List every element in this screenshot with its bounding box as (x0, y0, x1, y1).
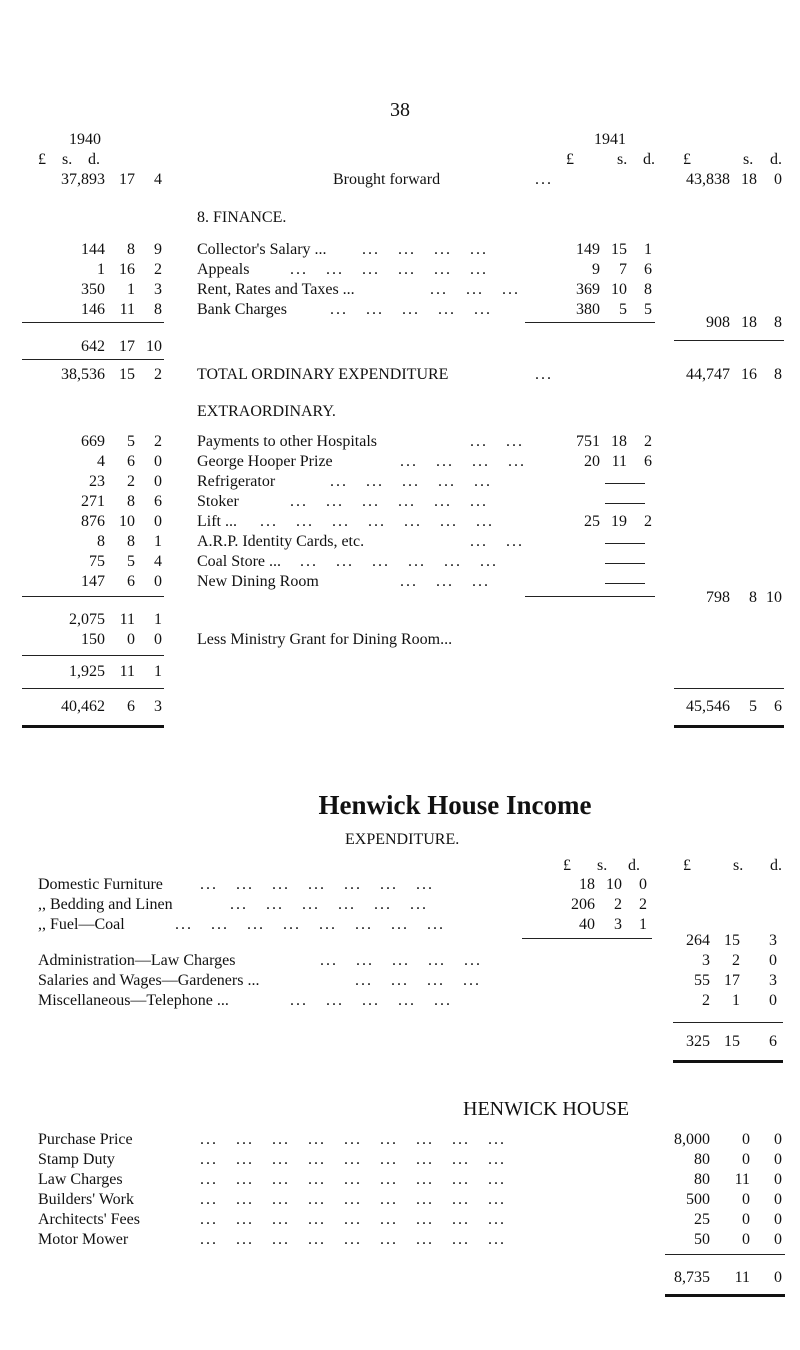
extra-subtotal-1941-pounds: 798 (706, 589, 730, 606)
dots: ... ... ... ... ... (330, 301, 492, 318)
currency-pence-1941b: d. (770, 151, 782, 168)
y1-shillings: 8 (127, 533, 135, 550)
hi-pound-b: £ (683, 857, 691, 874)
dots: ... ... ... ... (355, 972, 481, 989)
double-rule (22, 725, 164, 728)
pence: 0 (774, 1151, 782, 1168)
row-label: Architects' Fees (38, 1211, 140, 1228)
row-label: Lift ... (197, 513, 237, 530)
dots: ... ... ... ... ... ... ... ... ... (200, 1191, 506, 1208)
dots: ... ... ... (430, 281, 520, 298)
dots: ... ... ... ... ... ... ... ... ... (200, 1131, 506, 1148)
y1-pounds: 271 (81, 493, 105, 510)
bf-dots: ... (535, 171, 553, 188)
dots: ... ... ... (400, 573, 490, 590)
y1-pence: 3 (154, 281, 162, 298)
currency-pence-1940: d. (88, 151, 100, 168)
y2-pounds: 20 (584, 453, 600, 470)
pence: 0 (769, 952, 777, 969)
currency-pound-1941b: £ (683, 151, 691, 168)
row-label: Law Charges (38, 1171, 123, 1188)
blank-dash (605, 543, 645, 544)
y1-pounds: 669 (81, 433, 105, 450)
y2-pence: 6 (644, 453, 652, 470)
dots: ... ... ... ... ... ... ... (200, 876, 434, 893)
finance-subtotal-1941-pence: 8 (774, 314, 782, 331)
dots: ... ... ... ... ... ... ... ... (175, 916, 445, 933)
extra-subtotal-1940-pounds: 2,075 (69, 611, 105, 628)
income-total-shillings: 15 (724, 1033, 740, 1050)
grand-total-1940-pence: 3 (154, 698, 162, 715)
rule (673, 1022, 783, 1023)
total-ordinary-label: TOTAL ORDINARY EXPENDITURE (197, 366, 449, 383)
y1-pounds: 876 (81, 513, 105, 530)
y1-pence: 2 (154, 366, 162, 383)
row-label: Salaries and Wages—Gardeners ... (38, 972, 260, 989)
y1-pence: 1 (154, 533, 162, 550)
y1-pounds: 75 (89, 553, 105, 570)
bf-1941-pence: 0 (774, 171, 782, 188)
grand-total-1941-pounds: 45,546 (686, 698, 730, 715)
dots: ... ... (470, 433, 524, 450)
y2-pence: 2 (644, 433, 652, 450)
shillings: 0 (742, 1191, 750, 1208)
section-finance: 8. FINANCE. (197, 209, 287, 226)
dots: ... ... ... ... ... ... ... ... ... (200, 1231, 506, 1248)
row-label: Bank Charges (197, 301, 287, 318)
dots: ... ... ... ... ... ... (230, 896, 428, 913)
extra-subtotal-1940-pence: 1 (154, 611, 162, 628)
y2-pounds: 380 (576, 301, 600, 318)
row-label: Purchase Price (38, 1131, 133, 1148)
y1-shillings: 2 (127, 473, 135, 490)
shillings: 17 (724, 972, 740, 989)
net-extra-shillings: 11 (119, 663, 135, 680)
bf-1941-shillings: 18 (741, 171, 757, 188)
pounds: 2 (702, 992, 710, 1009)
y2-shillings: 18 (611, 433, 627, 450)
grand-total-1940-pounds: 40,462 (61, 698, 105, 715)
year-1940-header: 1940 (69, 131, 101, 148)
pence: 3 (769, 972, 777, 989)
grand-total-1941-pence: 6 (774, 698, 782, 715)
bf-1940-pence: 4 (154, 171, 162, 188)
dots: ... ... ... ... ... ... ... ... ... (200, 1211, 506, 1228)
pounds: 3 (702, 952, 710, 969)
y2-pence: 1 (644, 241, 652, 258)
extra-subtotal-1940-shillings: 11 (119, 611, 135, 628)
row-label: Stoker (197, 493, 239, 510)
row-label: Payments to other Hospitals (197, 433, 377, 450)
house-total-shillings: 11 (734, 1269, 750, 1286)
hi-pound-a: £ (563, 857, 571, 874)
shillings: 10 (606, 876, 622, 893)
rule (674, 688, 784, 689)
rule (674, 340, 784, 341)
currency-shilling-1940: s. (62, 151, 73, 168)
blank-dash (605, 503, 645, 504)
row-label: George Hooper Prize (197, 453, 333, 470)
y1-pounds: 147 (81, 573, 105, 590)
currency-shilling-1941a: s. (617, 151, 628, 168)
y2-shillings: 19 (611, 513, 627, 530)
pence: 1 (639, 916, 647, 933)
pence: 2 (639, 896, 647, 913)
y1-pounds: 38,536 (61, 366, 105, 383)
y1-shillings: 6 (127, 453, 135, 470)
dots: ... ... ... ... ... ... ... ... ... (200, 1151, 506, 1168)
row-label: A.R.P. Identity Cards, etc. (197, 533, 365, 550)
y2-shillings: 15 (611, 241, 627, 258)
row-label: Miscellaneous—Telephone ... (38, 992, 229, 1009)
y2-pence: 6 (644, 261, 652, 278)
finance-subtotal-1940-pounds: 642 (81, 338, 105, 355)
blank-dash (605, 483, 645, 484)
y1-pence: 9 (154, 241, 162, 258)
y1-pounds: 4 (97, 453, 105, 470)
shillings: 11 (734, 1171, 750, 1188)
dots: ... ... ... ... (362, 241, 488, 258)
pence: 0 (769, 992, 777, 1009)
row-label: Collector's Salary ... (197, 241, 327, 258)
y1-shillings: 5 (127, 553, 135, 570)
dots: ... ... ... ... ... ... ... ... ... (200, 1171, 506, 1188)
row-label: Stamp Duty (38, 1151, 115, 1168)
henwick-income-title: Henwick House Income (318, 790, 592, 820)
income-total-pence: 6 (769, 1033, 777, 1050)
currency-shilling-1941b: s. (743, 151, 754, 168)
y1-pence: 2 (154, 433, 162, 450)
pence: 0 (774, 1191, 782, 1208)
pounds: 55 (694, 972, 710, 989)
double-rule (673, 1060, 783, 1063)
y1-shillings: 15 (119, 366, 135, 383)
y1-pounds: 8 (97, 533, 105, 550)
finance-subtotal-1940-shillings: 17 (119, 338, 135, 355)
expenditure-subtitle: EXPENDITURE. (345, 831, 460, 848)
less-grant-label: Less Ministry Grant for Dining Room... (197, 631, 453, 648)
y1-pence: 6 (154, 493, 162, 510)
y2-pounds: 369 (576, 281, 600, 298)
currency-pound-1940: £ (38, 151, 46, 168)
double-rule (665, 1294, 785, 1297)
dots: ... (535, 366, 553, 383)
y1-shillings: 5 (127, 433, 135, 450)
y1-shillings: 8 (127, 493, 135, 510)
year-1941-header: 1941 (594, 131, 626, 148)
rule (522, 938, 652, 939)
y2-pounds: 44,747 (686, 366, 730, 383)
finance-subtotal-1940-pence: 10 (146, 338, 162, 355)
currency-pound-1941a: £ (566, 151, 574, 168)
rule (22, 322, 164, 323)
domestic-total-pounds: 264 (686, 932, 710, 949)
pence: 0 (774, 1131, 782, 1148)
pounds: 8,000 (674, 1131, 710, 1148)
dots: ... ... ... ... ... ... (290, 261, 488, 278)
dots: ... ... ... ... ... ... (290, 493, 488, 510)
extra-subtotal-1941-pence: 10 (766, 589, 782, 606)
blank-dash (605, 583, 645, 584)
y2-pence: 2 (644, 513, 652, 530)
pounds: 500 (686, 1191, 710, 1208)
dots: ... ... (470, 533, 524, 550)
pounds: 206 (571, 896, 595, 913)
y1-pence: 2 (154, 261, 162, 278)
income-total-pounds: 325 (686, 1033, 710, 1050)
y1-pence: 4 (154, 553, 162, 570)
page-number: 38 (390, 99, 410, 121)
grand-total-1940-shillings: 6 (127, 698, 135, 715)
currency-pence-1941a: d. (643, 151, 655, 168)
y2-pence: 8 (774, 366, 782, 383)
y1-pence: 8 (154, 301, 162, 318)
blank-dash (605, 563, 645, 564)
double-rule (674, 725, 784, 728)
y2-shillings: 16 (741, 366, 757, 383)
house-total-pence: 0 (774, 1269, 782, 1286)
dots: ... ... ... ... ... ... (300, 553, 498, 570)
rule (22, 688, 164, 689)
rule (525, 596, 655, 597)
y1-shillings: 10 (119, 513, 135, 530)
pence: 0 (774, 1211, 782, 1228)
row-label: Coal Store ... (197, 553, 281, 570)
row-label: Administration—Law Charges (38, 952, 236, 969)
henwick-house-title: HENWICK HOUSE (463, 1098, 630, 1120)
shillings: 2 (732, 952, 740, 969)
y1-pounds: 1 (97, 261, 105, 278)
domestic-total-pence: 3 (769, 932, 777, 949)
dots: ... ... ... ... ... (290, 992, 452, 1009)
bf-1941-pounds: 43,838 (686, 171, 730, 188)
rule (22, 596, 164, 597)
row-label: Appeals (197, 261, 250, 278)
finance-subtotal-1941-pounds: 908 (706, 314, 730, 331)
row-label: Rent, Rates and Taxes ... (197, 281, 355, 298)
pounds: 80 (694, 1171, 710, 1188)
y1-pounds: 23 (89, 473, 105, 490)
y1-pence: 0 (154, 573, 162, 590)
y2-pounds: 149 (576, 241, 600, 258)
pounds: 50 (694, 1231, 710, 1248)
dots: ... ... ... ... ... ... ... (260, 513, 494, 530)
pence: 0 (774, 1231, 782, 1248)
rule (665, 1254, 785, 1255)
y2-pence: 5 (644, 301, 652, 318)
dots: ... ... ... ... ... (320, 952, 482, 969)
y1-shillings: 16 (119, 261, 135, 278)
y1-shillings: 6 (127, 573, 135, 590)
dots: ... ... ... ... ... (330, 473, 492, 490)
hi-shilling-b: s. (733, 857, 744, 874)
pounds: 25 (694, 1211, 710, 1228)
rule (22, 359, 164, 360)
hi-shilling-a: s. (597, 857, 608, 874)
hi-pence-b: d. (770, 857, 782, 874)
y1-shillings: 1 (127, 281, 135, 298)
y2-shillings: 5 (619, 301, 627, 318)
shillings: 3 (614, 916, 622, 933)
shillings: 0 (742, 1211, 750, 1228)
y1-pence: 0 (154, 473, 162, 490)
y2-pounds: 751 (576, 433, 600, 450)
net-extra-pence: 1 (154, 663, 162, 680)
y1-pounds: 350 (81, 281, 105, 298)
row-label: Motor Mower (38, 1231, 129, 1248)
y1-pence: 0 (154, 453, 162, 470)
y1-shillings: 11 (119, 301, 135, 318)
grant-shillings: 0 (127, 631, 135, 648)
pounds: 80 (694, 1151, 710, 1168)
extra-subtotal-1941-shillings: 8 (749, 589, 757, 606)
rule (525, 322, 655, 323)
y2-pounds: 9 (592, 261, 600, 278)
y1-pounds: 144 (81, 241, 105, 258)
net-extra-pounds: 1,925 (69, 663, 105, 680)
y2-pounds: 25 (584, 513, 600, 530)
finance-subtotal-1941-shillings: 18 (741, 314, 757, 331)
rule (22, 655, 164, 656)
row-label: ,, Fuel—Coal (38, 916, 125, 933)
bf-label: Brought forward (333, 171, 441, 188)
y1-pounds: 146 (81, 301, 105, 318)
y2-shillings: 7 (619, 261, 627, 278)
grant-pounds: 150 (81, 631, 105, 648)
row-label: New Dining Room (197, 573, 319, 590)
dots: ... ... ... ... (400, 453, 526, 470)
house-total-pounds: 8,735 (674, 1269, 710, 1286)
shillings: 0 (742, 1151, 750, 1168)
shillings: 1 (732, 992, 740, 1009)
row-label: ,, Bedding and Linen (38, 896, 173, 913)
shillings: 2 (614, 896, 622, 913)
pence: 0 (639, 876, 647, 893)
shillings: 0 (742, 1131, 750, 1148)
y2-shillings: 10 (611, 281, 627, 298)
pence: 0 (774, 1171, 782, 1188)
y1-shillings: 8 (127, 241, 135, 258)
bf-1940-pounds: 37,893 (61, 171, 105, 188)
pounds: 40 (579, 916, 595, 933)
row-label: Refrigerator (197, 473, 276, 490)
pounds: 18 (579, 876, 595, 893)
bf-1940-shillings: 17 (119, 171, 135, 188)
row-label: Domestic Furniture (38, 876, 163, 893)
shillings: 0 (742, 1231, 750, 1248)
y2-shillings: 11 (611, 453, 627, 470)
y2-pence: 8 (644, 281, 652, 298)
grand-total-1941-shillings: 5 (749, 698, 757, 715)
hi-pence-a: d. (628, 857, 640, 874)
grant-pence: 0 (154, 631, 162, 648)
row-label: Builders' Work (38, 1191, 134, 1208)
section-extraordinary: EXTRAORDINARY. (197, 403, 336, 420)
domestic-total-shillings: 15 (724, 932, 740, 949)
y1-pence: 0 (154, 513, 162, 530)
